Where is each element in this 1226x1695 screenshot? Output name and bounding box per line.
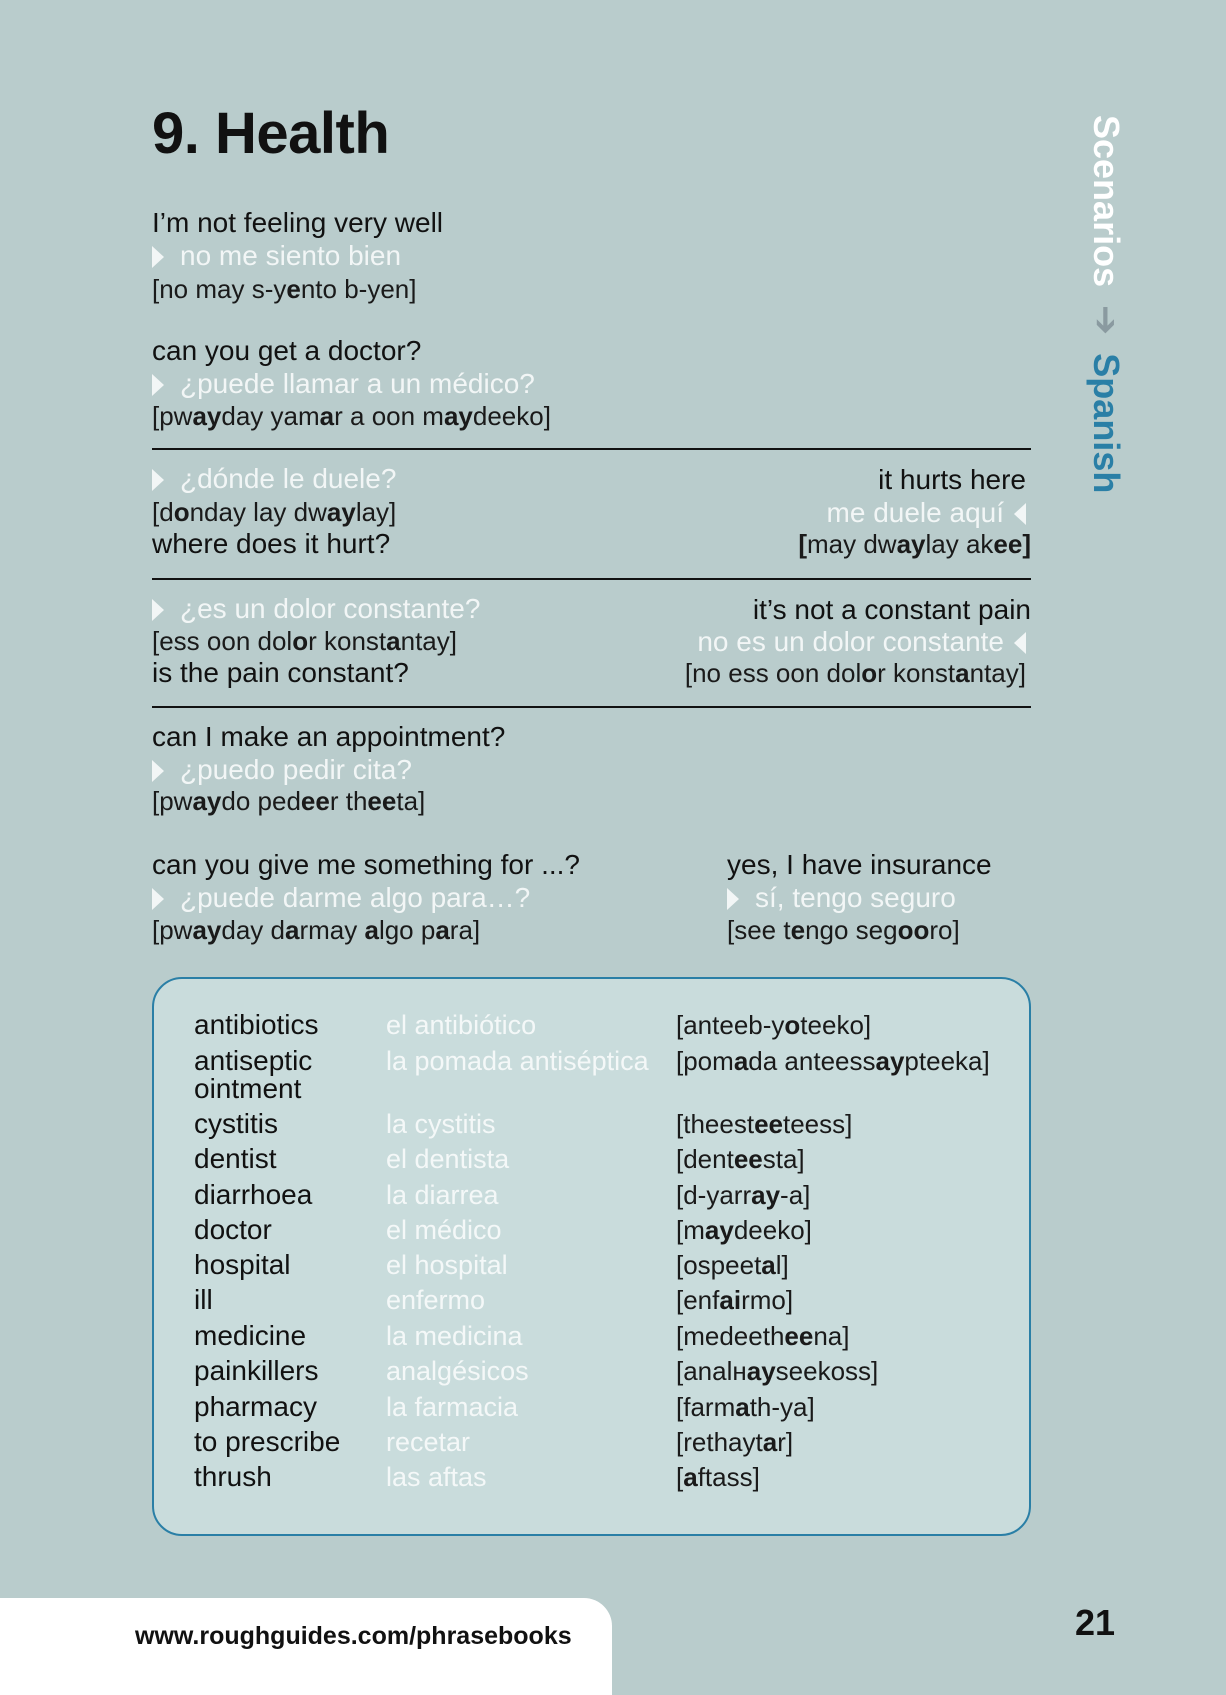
play-triangle-icon [727,888,739,910]
question-pronunciation: [donday lay dwaylay] [152,497,397,527]
phrase-pronunciation: [pwaydo pedeer theeta] [152,786,426,816]
vocab-spanish: recetar [386,1427,471,1457]
answer-spanish: no es un dolor constante [697,626,1026,658]
vocab-pronunciation: [d-yarray-a] [676,1180,811,1210]
answer-spanish: me duele aquí [827,497,1026,529]
page-title: 9. Health [152,101,390,166]
phrase-pronunciation: [see tengo segooro] [727,915,960,945]
vocab-english: pharmacy [194,1391,317,1422]
vocab-spanish: la pomada antiséptica [386,1046,649,1076]
vocab-pronunciation: [denteesta] [676,1144,805,1174]
footer [0,1598,612,1695]
play-triangle-icon [1014,503,1026,525]
play-triangle-icon [152,374,164,396]
phrase-english: can you get a doctor? [152,335,422,366]
play-triangle-icon [1014,632,1026,654]
side-tab [1085,115,1127,493]
question-english: where does it hurt? [152,528,391,559]
question-spanish: ¿es un dolor constante? [152,593,480,625]
phrase-english: yes, I have insurance [727,849,992,880]
vocab-english: hospital [194,1249,291,1280]
answer-english: it hurts here [878,464,1026,495]
vocab-spanish: la diarrea [386,1180,499,1210]
vocab-pronunciation: [anteeb-yoteeko] [676,1010,872,1040]
vocab-spanish: la farmacia [386,1392,519,1422]
phrase-spanish: ¿puedo pedir cita? [152,754,412,786]
vocab-spanish: el dentista [386,1144,510,1174]
vocab-pronunciation: [farmath-ya] [676,1392,815,1422]
page-number: 21 [1075,1602,1116,1643]
answer-pronunciation: [may dwaylay akee] [798,529,1031,559]
phrase-english: I’m not feeling very well [152,207,444,238]
vocab-pronunciation: [aftass] [676,1462,760,1492]
play-triangle-icon [152,246,164,268]
vocab-pronunciation: [theesteeteess] [676,1109,853,1139]
question-spanish: ¿dónde le duele? [152,463,396,495]
vocab-english: to prescribe [194,1426,341,1457]
vocab-english: dentist [194,1143,277,1174]
vocab-pronunciation: [pomada anteessaypteeka] [676,1046,990,1076]
answer-pronunciation: [no ess oon dolor konstantay] [684,658,1026,688]
phrase-pronunciation: [no may s-yento b-yen] [152,274,417,304]
vocab-spanish: la cystitis [386,1109,496,1139]
arrow-icon: ➔ [1086,305,1127,336]
vocab-english: antiseptic ointment [194,1045,313,1104]
divider [152,578,1031,580]
play-triangle-icon [152,888,164,910]
question-pronunciation: [ess oon dolor konstantay] [152,626,457,656]
play-triangle-icon [152,760,164,782]
vocab-pronunciation: [maydeeko] [676,1215,812,1245]
play-triangle-icon [152,599,164,621]
vocabulary-box [152,977,1031,1536]
footer-url[interactable]: www.roughguides.com/phrasebooks [135,1622,572,1650]
phrase-spanish: ¿puede darme algo para…? [152,882,530,914]
vocab-english: doctor [194,1214,272,1245]
side-tab-scenarios: Scenarios [1086,115,1127,288]
vocab-english: painkillers [194,1355,319,1386]
vocab-spanish: el médico [386,1215,502,1245]
vocab-spanish: el antibiótico [386,1010,537,1040]
vocab-spanish: analgésicos [386,1356,529,1386]
phrase-spanish: ¿puede llamar a un médico? [152,368,535,400]
vocab-pronunciation: [medeetheena] [676,1321,850,1351]
vocab-english: diarrhoea [194,1179,313,1210]
answer-english: it’s not a constant pain [752,594,1031,625]
phrase-english: can I make an appointment? [152,721,506,752]
vocab-spanish: enfermo [386,1285,486,1315]
phrase-pronunciation: [pwayday darmay algo para] [152,915,481,945]
vocab-english: cystitis [194,1108,278,1139]
phrase-pronunciation: [pwayday yamar a oon maydeeko] [152,401,551,431]
vocab-english: thrush [194,1461,272,1492]
play-triangle-icon [152,469,164,491]
vocab-pronunciation: [analнayseekoss] [676,1356,879,1386]
vocab-english: ill [194,1284,213,1315]
vocab-pronunciation: [rethaytar] [676,1427,794,1457]
vocab-spanish: la medicina [386,1321,523,1351]
question-english: is the pain constant? [152,657,409,688]
divider [152,706,1031,708]
side-tab-spanish: Spanish [1086,353,1127,494]
vocab-pronunciation: [enfairmo] [676,1285,794,1315]
vocab-english: medicine [194,1320,307,1351]
phrase-spanish: sí, tengo seguro [727,882,956,914]
phrase-spanish: no me siento bien [152,240,401,272]
vocab-spanish: las aftas [386,1462,487,1492]
phrase-english: can you give me something for ...? [152,849,580,880]
divider [152,448,1031,450]
vocab-english: antibiotics [194,1009,319,1040]
vocab-spanish: el hospital [386,1250,508,1280]
vocab-pronunciation: [ospeetal] [676,1250,789,1280]
